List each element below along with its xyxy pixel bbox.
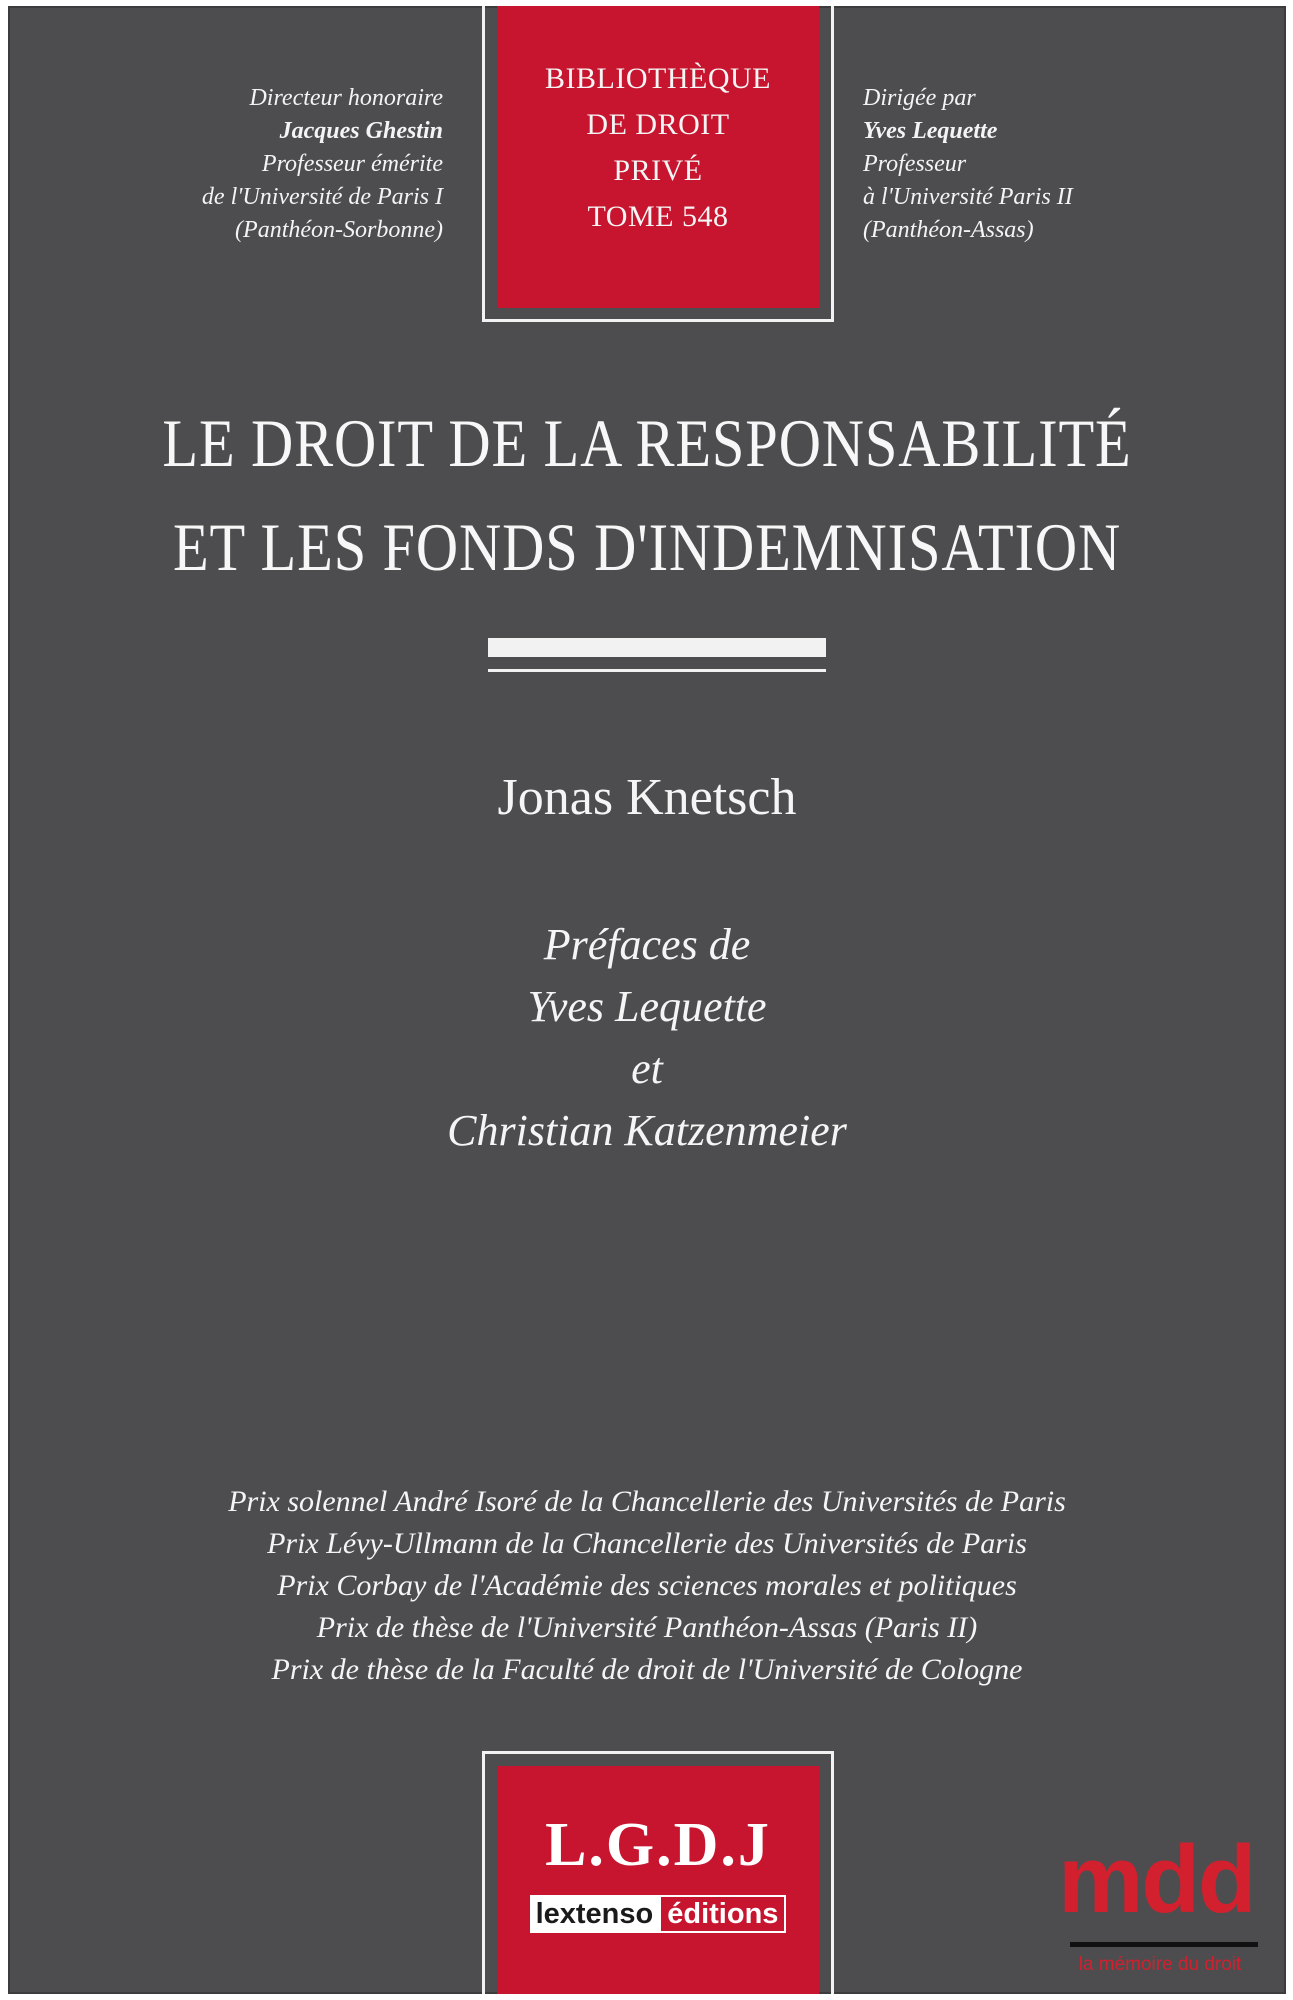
- title-divider-thin: [488, 669, 826, 672]
- preface-author-2: Christian Katzenmeier: [447, 1106, 847, 1155]
- imprint-lextenso: lextenso: [530, 1895, 660, 1933]
- prize-item: Prix de thèse de la Faculté de droit de l'Université de Cologne: [271, 1653, 1023, 1686]
- preface-label: Préfaces de: [543, 920, 751, 969]
- honorary-director-label: Directeur honoraire: [249, 85, 443, 111]
- series-volume: TOME 548: [587, 200, 729, 233]
- book-title-line1: LE DROIT DE LA RESPONSABILITÉ: [162, 405, 1132, 481]
- mdd-watermark: [1050, 1826, 1270, 1980]
- preface-author-1: Yves Lequette: [527, 982, 767, 1031]
- series-name-line1: BIBLIOTHÈQUE: [545, 62, 771, 95]
- preface-conjunction: et: [631, 1044, 663, 1093]
- mdd-tagline: la mémoire du droit: [1078, 1954, 1242, 1975]
- series-box: [497, 6, 819, 308]
- honorary-director-title: Professeur émérite: [261, 151, 443, 177]
- series-director-university: à l'Université Paris II: [863, 184, 1073, 210]
- mdd-logo: mdd: [1058, 1826, 1255, 1933]
- series-director-label: Dirigée par: [863, 85, 976, 111]
- publisher-logo: L.G.D.J: [545, 1811, 771, 1879]
- book-title-line2: ET LES FONDS D'INDEMNISATION: [172, 509, 1122, 585]
- prize-item: Prix Lévy-Ullmann de la Chancellerie des Universités de Paris: [267, 1527, 1027, 1560]
- series-director-campus: (Panthéon-Assas): [863, 217, 1034, 243]
- series-director-name: Yves Lequette: [863, 118, 998, 144]
- mdd-underline: [1070, 1942, 1258, 1947]
- title-divider-thick: [488, 638, 826, 657]
- series-director-block: [863, 82, 1193, 247]
- series-name-line2: DE DROIT: [586, 108, 730, 141]
- honorary-director-name: Jacques Ghestin: [279, 118, 443, 144]
- author-name: Jonas Knetsch: [497, 769, 797, 826]
- series-director-title: Professeur: [863, 151, 967, 177]
- series-name-line3: PRIVÉ: [613, 154, 703, 187]
- imprint-editions: éditions: [659, 1895, 786, 1933]
- prize-item: Prix de thèse de l'Université Panthéon-Assas (Paris II): [316, 1611, 978, 1644]
- prize-item: Prix solennel André Isoré de la Chancellerie des Universités de Paris: [228, 1485, 1066, 1518]
- honorary-director-block: [138, 82, 443, 247]
- prize-item: Prix Corbay de l'Académie des sciences morales et politiques: [277, 1569, 1017, 1602]
- prizes-list: [8, 1481, 1286, 1691]
- publisher-box: [497, 1766, 819, 1994]
- honorary-director-university: de l'Université de Paris I: [201, 184, 443, 210]
- book-cover: [8, 6, 1286, 1994]
- imprint-logo: [497, 1895, 819, 1933]
- honorary-director-campus: (Panthéon-Sorbonne): [235, 217, 443, 243]
